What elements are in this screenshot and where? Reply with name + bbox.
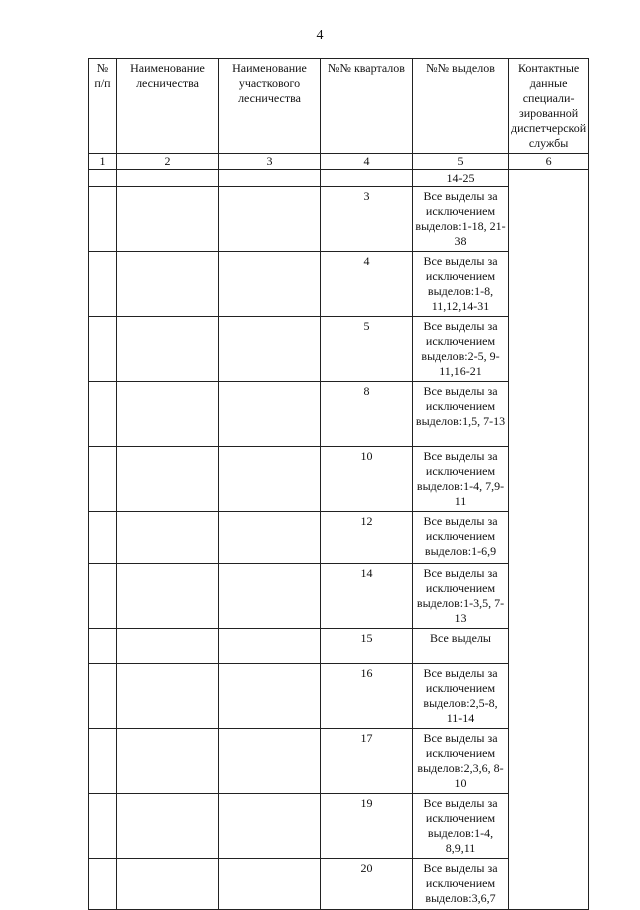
cell-forestry xyxy=(117,729,219,794)
cell-quarter: 15 xyxy=(321,629,413,664)
cell-quarter: 17 xyxy=(321,729,413,794)
cell-allotments: Все выделы за исключением выделов:2,3,6, 8-10 xyxy=(413,729,509,794)
header-number: № п/п xyxy=(89,59,117,154)
cell-quarter: 12 xyxy=(321,512,413,564)
column-number: 1 xyxy=(89,154,117,170)
cell-forestry xyxy=(117,664,219,729)
header-quarters: №№ кварталов xyxy=(321,59,413,154)
cell-allotments: Все выделы за исключением выделов:2,5-8, 11-14 xyxy=(413,664,509,729)
cell-allotments: Все выделы за исключением выделов:2-5, 9-11,16-21 xyxy=(413,317,509,382)
cell-allotments: Все выделы за исключением выделов:3,6,7 xyxy=(413,859,509,910)
cell-quarter: 19 xyxy=(321,794,413,859)
cell-forestry xyxy=(117,629,219,664)
cell-number xyxy=(89,664,117,729)
cell-quarter: 10 xyxy=(321,447,413,512)
cell-quarter: 3 xyxy=(321,187,413,252)
cell-forestry xyxy=(117,447,219,512)
cell-district xyxy=(219,382,321,447)
header-forestry: Наименование лесничества xyxy=(117,59,219,154)
cell-district xyxy=(219,664,321,729)
header-contacts: Контактные данные специали-зированной диспетчерской службы xyxy=(509,59,589,154)
table-body xyxy=(89,170,589,910)
cell-district xyxy=(219,187,321,252)
cell-number xyxy=(89,382,117,447)
column-number: 6 xyxy=(509,154,589,170)
cell-allotments: Все выделы за исключением выделов:1-6,9 xyxy=(413,512,509,564)
cell-quarter: 5 xyxy=(321,317,413,382)
header-district-forestry: Наименование участкового лесничества xyxy=(219,59,321,154)
column-number: 2 xyxy=(117,154,219,170)
cell-allotments: Все выделы за исключением выделов:1-8, 11,12,14-31 xyxy=(413,252,509,317)
cell-number xyxy=(89,512,117,564)
cell-allotments: Все выделы за исключением выделов:1-4, 8,9,11 xyxy=(413,794,509,859)
cell-district xyxy=(219,629,321,664)
cell-allotments: 14-25 xyxy=(413,170,509,187)
column-number-row xyxy=(89,154,589,170)
cell-quarter: 16 xyxy=(321,664,413,729)
cell-number xyxy=(89,252,117,317)
cell-quarter: 14 xyxy=(321,564,413,629)
page-number: 4 xyxy=(316,28,324,43)
cell-allotments: Все выделы за исключением выделов:1-3,5, 7-13 xyxy=(413,564,509,629)
cell-number xyxy=(89,729,117,794)
cell-number xyxy=(89,794,117,859)
cell-district xyxy=(219,729,321,794)
cell-forestry xyxy=(117,794,219,859)
cell-allotments: Все выделы за исключением выделов:1-4, 7,9-11 xyxy=(413,447,509,512)
cell-number xyxy=(89,170,117,187)
cell-number xyxy=(89,317,117,382)
cell-district xyxy=(219,447,321,512)
cell-number xyxy=(89,187,117,252)
cell-district xyxy=(219,252,321,317)
cell-district xyxy=(219,170,321,187)
forestry-table xyxy=(88,58,589,910)
cell-forestry xyxy=(117,170,219,187)
cell-forestry xyxy=(117,859,219,910)
cell-number xyxy=(89,859,117,910)
cell-forestry xyxy=(117,564,219,629)
cell-forestry xyxy=(117,187,219,252)
cell-quarter: 8 xyxy=(321,382,413,447)
cell-number xyxy=(89,629,117,664)
cell-forestry xyxy=(117,382,219,447)
cell-district xyxy=(219,564,321,629)
cell-district xyxy=(219,317,321,382)
cell-contacts xyxy=(509,170,589,910)
cell-allotments: Все выделы за исключением выделов:1-18, 21-38 xyxy=(413,187,509,252)
column-number: 4 xyxy=(321,154,413,170)
header-row xyxy=(89,59,589,154)
header-allotments: №№ выделов xyxy=(413,59,509,154)
cell-forestry xyxy=(117,512,219,564)
cell-district xyxy=(219,859,321,910)
cell-district xyxy=(219,512,321,564)
cell-number xyxy=(89,564,117,629)
cell-quarter: 20 xyxy=(321,859,413,910)
cell-allotments: Все выделы за исключением выделов:1,5, 7-13 xyxy=(413,382,509,447)
cell-number xyxy=(89,447,117,512)
table-row xyxy=(89,170,589,187)
cell-quarter: 4 xyxy=(321,252,413,317)
cell-quarter xyxy=(321,170,413,187)
column-number: 3 xyxy=(219,154,321,170)
cell-allotments: Все выделы xyxy=(413,629,509,664)
column-number: 5 xyxy=(413,154,509,170)
cell-forestry xyxy=(117,317,219,382)
cell-district xyxy=(219,794,321,859)
cell-forestry xyxy=(117,252,219,317)
